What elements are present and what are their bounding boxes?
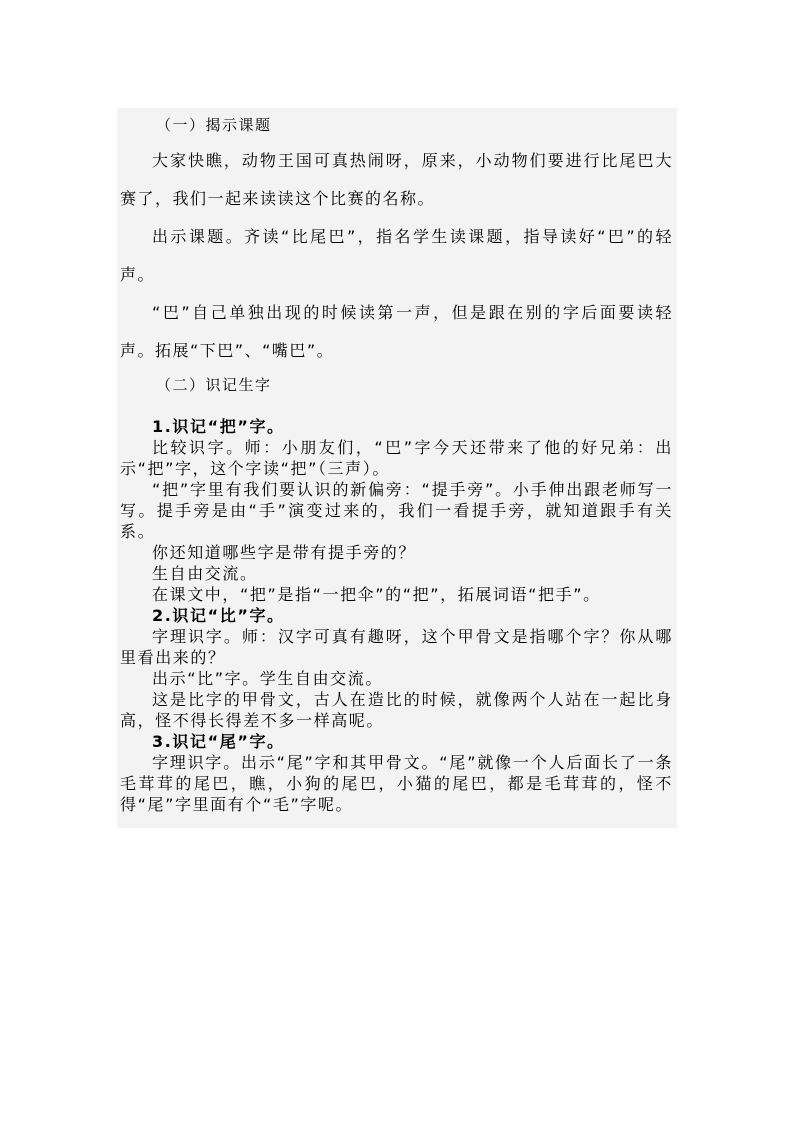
paragraph-bi-oracle: 字理识字。师：汉字可真有趣呀，这个甲骨文是指哪个字？你从哪里看出来的？ xyxy=(120,627,673,667)
paragraph-wei-explain: 字理识字。出示“尾”字和其甲骨文。“尾”就像一个人后面长了一条毛茸茸的尾巴，瞧，小狗的尾巴，小猫的尾巴，都是毛茸茸的，怪不得“尾”字里面有个“毛”字呢。 xyxy=(120,753,673,814)
paragraph-ba-discuss: 生自由交流。 xyxy=(152,564,258,583)
paragraph-ba-extend: 在课文中，“把”是指“一把伞”的“把”，拓展词语“把手”。 xyxy=(152,585,601,604)
paragraph-bi-explain: 这是比字的甲骨文，古人在造比的时候，就像两个人站在一起比身高，怪不得长得差不多一样高呢。 xyxy=(120,690,673,730)
paragraph-bi-show: 出示“比”字。学生自由交流。 xyxy=(152,669,383,688)
subsection-title-bi: 2.识记“比”字。 xyxy=(152,606,285,625)
paragraph-ba-radical: “把”字里有我们要认识的新偏旁：“提手旁”。小手伸出跟老师写一写。提手旁是由“手”演变过来的，我们一看提手旁，就知道跟手有关系。 xyxy=(120,480,673,541)
subsection-title-wei: 3.识记“尾”字。 xyxy=(152,732,285,751)
paragraph-ba-compare: 比较识字。师：小朋友们，“巴”字今天还带来了他的好兄弟：出示“把”字，这个字读“把”（三声）。 xyxy=(120,438,673,478)
document-body xyxy=(120,108,673,815)
paragraph-ba-question: 你还知道哪些字是带有提手旁的？ xyxy=(152,543,417,562)
paragraph-intro: 大家快瞧，动物王国可真热闹呀，原来，小动物们要进行比尾巴大赛了，我们一起来读读这个比赛的名称。 xyxy=(120,151,673,208)
paragraph-light-tone: “巴”自己单独出现的时候读第一声，但是跟在别的字后面要读轻声。拓展“下巴”、“嘴巴”。 xyxy=(120,303,673,360)
section-heading-1: （一）揭示课题 xyxy=(156,116,272,134)
paragraph-show-title: 出示课题。齐读“比尾巴”，指名学生读课题，指导读好“巴”的轻声。 xyxy=(120,227,673,284)
section-heading-2: （二）识记生字 xyxy=(156,376,272,394)
subsection-title-ba: 1.识记“把”字。 xyxy=(152,417,285,436)
